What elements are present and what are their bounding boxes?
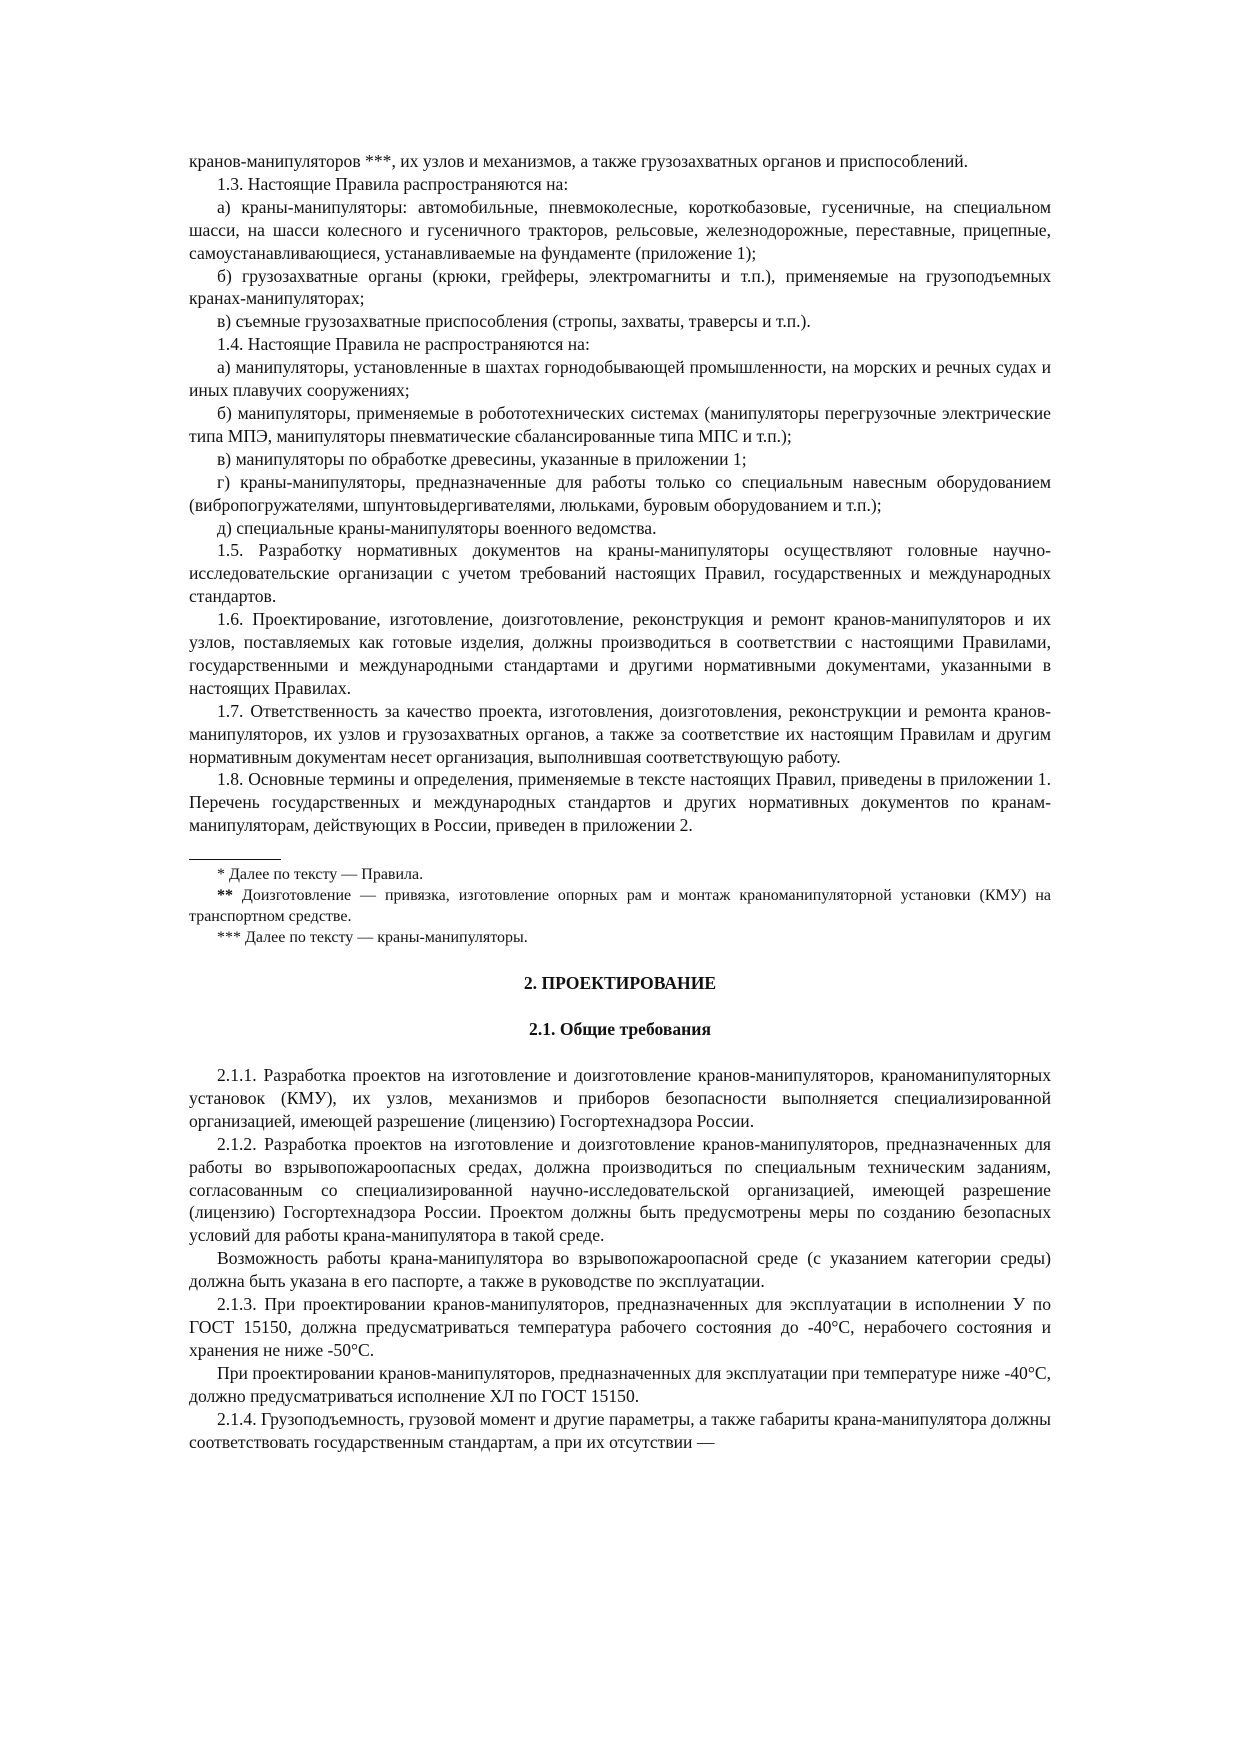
paragraph-1-4-g: г) краны-манипуляторы, предназначенные для работы только со специальным навесным оборудованием (вибропогружателями, шпунтовыдергивателями, люльками, буровым оборудованием и т.п.); — [189, 471, 1051, 515]
paragraph-1-4-v: в) манипуляторы по обработке древесины, указанные в приложении 1; — [217, 448, 747, 469]
paragraph-2-1-2-cont: Возможность работы крана-манипулятора во взрывопожароопасной среде (с указанием категории среды) должна быть указана в его паспорте, а также в руководстве по эксплуатации. — [189, 1248, 1051, 1292]
paragraph-1-3-v: в) съемные грузозахватные приспособления (стропы, захваты, траверсы и т.п.). — [217, 311, 811, 332]
paragraph-1-3: 1.3. Настоящие Правила распространяются на: — [217, 173, 569, 194]
paragraph-1-4-a: а) манипуляторы, установленные в шахтах горнодобывающей промышленности, на морских и речных судах и иных плавучих сооружениях; — [189, 357, 1051, 401]
paragraph-1-7: 1.7. Ответственность за качество проекта, изготовления, доизготовления, реконструкции и ремонта кранов-манипуляторов, их узлов и грузозахватных органов, а также за соответствие их настоящим Правилам и другим нормативным документам несет организация, выполнившая соответствующую работу. — [189, 700, 1051, 767]
footnote-2-marker: ** — [217, 887, 233, 905]
footnote-2 — [189, 885, 1051, 927]
footnote-2-text: Доизготовление — привязка, изготовление опорных рам и монтаж краноманипуляторной установки (КМУ) на транспортном средстве. — [189, 887, 1051, 926]
intro-paragraph: кранов-манипуляторов ***, их узлов и механизмов, а также грузозахватных органов и приспособлений. — [189, 151, 969, 171]
paragraph-1-3-a: а) краны-манипуляторы: автомобильные, пневмоколесные, короткобазовые, гусеничные, на специальном шасси, на шасси колесного и гусеничного тракторов, рельсовые, железнодорожные, переставные, прицепные, самоустанавливающиеся, устанавливаемые на фундаменте (приложение 1); — [189, 196, 1051, 263]
paragraph-2-1-3-cont: При проектировании кранов-манипуляторов, предназначенных для эксплуатации при температуре ниже -40°С, должно предусматриваться исполнение ХЛ по ГОСТ 15150. — [189, 1362, 1051, 1406]
paragraph-1-5: 1.5. Разработку нормативных документов на краны-манипуляторы осуществляют головные научно-исследовательские организации с учетом требований настоящих Правил, государственных и международных стандартов. — [189, 540, 1051, 607]
footnote-3: *** Далее по тексту — краны-манипуляторы. — [217, 929, 528, 947]
subsection-title: 2.1. Общие требования — [529, 1019, 711, 1040]
paragraph-2-1-2: 2.1.2. Разработка проектов на изготовление и доизготовление кранов-манипуляторов, предназначенных для работы во взрывопожароопасных средах, должна производиться по специальным техническим заданиям, согласованным со специализированной научно-исследовательской организацией, имеющей разрешение (лицензию) Госгортехнадзора России. Проектом должны быть предусмотрены меры по созданию безопасных условий для работы крана-манипулятора в такой среде. — [189, 1133, 1051, 1246]
paragraph-1-3-b: б) грузозахватные органы (крюки, грейферы, электромагниты и т.п.), применяемые на грузоподъемных кранах-манипуляторах; — [189, 265, 1051, 309]
document-page — [189, 150, 1051, 1453]
paragraph-1-4-b: б) манипуляторы, применяемые в робототехнических системах (манипуляторы перегрузочные электрические типа МПЭ, манипуляторы пневматические сбалансированные типа МПС и т.п.); — [189, 402, 1051, 446]
footnotes — [189, 864, 1051, 948]
paragraph-1-4: 1.4. Настоящие Правила не распространяются на: — [217, 334, 590, 355]
section-title: 2. ПРОЕКТИРОВАНИЕ — [523, 973, 717, 994]
footnote-divider — [189, 859, 281, 860]
paragraph-2-1-3: 2.1.3. При проектировании кранов-манипуляторов, предназначенных для эксплуатации в исполнении У по ГОСТ 15150, должна предусматриваться температура рабочего состояния до -40°С, нерабочего состояния и хранения не ниже -50°С. — [189, 1294, 1051, 1360]
footnote-1: * Далее по тексту — Правила. — [217, 866, 424, 884]
paragraph-1-8: 1.8. Основные термины и определения, применяемые в тексте настоящих Правил, приведены в приложении 1. Перечень государственных и международных стандартов и других нормативных документов по кранам-манипуляторам, действующих в России, приведен в приложении 2. — [189, 769, 1051, 836]
paragraph-2-1-1: 2.1.1. Разработка проектов на изготовление и доизготовление кранов-манипуляторов, краноманипуляторных установок (КМУ), их узлов, механизмов и приборов безопасности выполняется специализированной организацией, имеющей разрешение (лицензию) Госгортехнадзора России. — [189, 1065, 1051, 1131]
paragraph-1-4-d: д) специальные краны-манипуляторы военного ведомства. — [217, 517, 657, 538]
paragraph-1-6: 1.6. Проектирование, изготовление, доизготовление, реконструкция и ремонт кранов-манипуляторов и их узлов, поставляемых как готовые изделия, должны производиться в соответствии с настоящими Правилами, государственными и международными стандартами и другими нормативными документами, указанными в настоящих Правилах. — [189, 609, 1051, 698]
paragraph-2-1-4: 2.1.4. Грузоподъемность, грузовой момент и другие параметры, а также габариты крана-манипулятора должны соответствовать государственным стандартам, а при их отсутствии — — [189, 1408, 1051, 1452]
